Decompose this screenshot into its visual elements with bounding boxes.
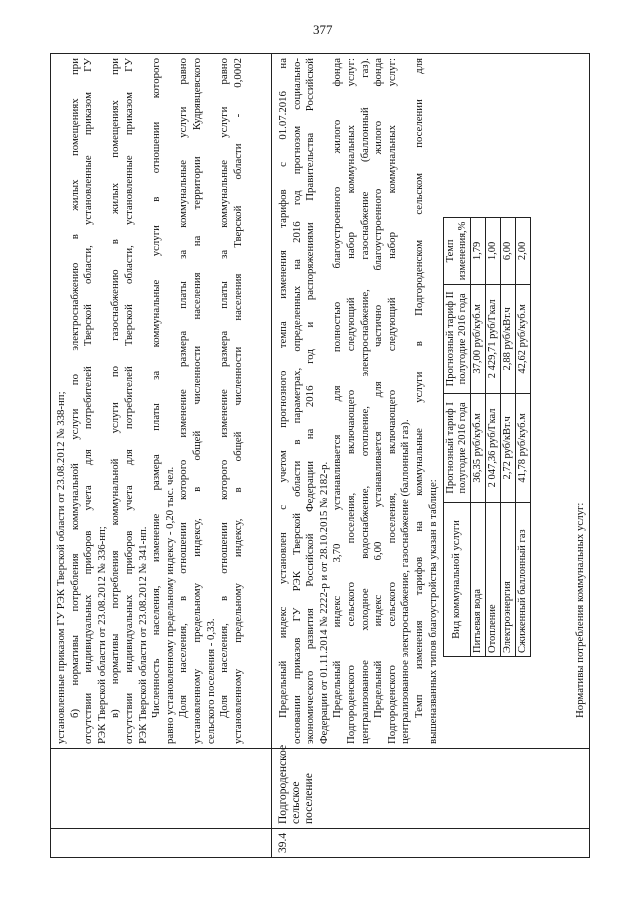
table-row	[516, 218, 531, 657]
description-text	[55, 58, 245, 744]
row-divider	[271, 54, 272, 857]
table-cell: 37,00 руб/куб.м	[471, 284, 486, 393]
row-number: 39.4	[277, 832, 289, 853]
text-line: Численность населения, изменение размера платы за коммунальные услуги в отношении которого	[150, 58, 163, 718]
page-number: 377	[313, 22, 333, 37]
table-cell: 1,79	[471, 218, 486, 285]
table-row	[501, 218, 516, 657]
table-cell: 2 429,71 руб/Гкал	[486, 284, 501, 393]
table-cell: 2,88 руб/кВт.ч	[501, 284, 516, 393]
text-line: Темп изменения тарифов на коммунальные услуги в Подгороденском сельском поселении для	[412, 58, 425, 718]
text-line: Федерации от 01.11.2014 № 2222-р и от 28.10.2015 № 2182-р.	[317, 461, 330, 744]
table-header-cell: Прогнозный тариф II полугодие 2016 года	[444, 284, 471, 393]
table-cell: Сжиженный баллонный газ	[516, 502, 531, 656]
table-cell: 1,00	[486, 218, 501, 285]
table-cell: 2 047,36 руб/Гкал	[486, 393, 501, 502]
text-line: в) нормативы потребления коммунальной услуги по газоснабжению в жилых помещениях при	[109, 58, 122, 718]
text-line: Доля населения, в отношении которого изменение размера платы за коммунальные услуги равно	[218, 58, 231, 718]
text-line: установленному предельному индексу, в общей численности населения Тверской области - 0,0002	[231, 58, 244, 744]
text-line: централизованное холодное водоснабжение, отопление, электроснабжение, газоснабжение (баллонный газ).	[358, 58, 371, 744]
table-row	[471, 218, 486, 657]
table-cell: 2,00	[516, 218, 531, 285]
text-line: отсутствии индивидуальных приборов учета для потребителей Тверской области, установленные приказом ГУ	[122, 58, 135, 744]
text-line: РЭК Тверской области от 23.08.2012 № 336-нп;	[95, 526, 108, 744]
tariff-table	[443, 217, 531, 657]
table-cell: 2,72 руб/кВт.ч	[501, 393, 516, 502]
table-cell: 6,00	[501, 218, 516, 285]
text-line: б) нормативы потребления коммунальной услуги по электроснабжению в жилых помещениях при	[68, 58, 81, 718]
text-line: централизованное электроснабжение, газоснабжение (баллонный газ).	[399, 419, 412, 744]
document-table	[50, 53, 590, 858]
column-divider-number	[51, 828, 589, 829]
table-cell: 36,35 руб/куб.м	[471, 393, 486, 502]
text-line: экономического развития Российской Федерации на 2016 год и распоряжениями Правительства Российской	[304, 58, 317, 744]
settlement-name: Подгороденское сельское поселение	[277, 744, 315, 824]
text-line: Предельный индекс 6,00 устанавливается для частично благоустроенного жилого фонда	[372, 58, 385, 718]
table-row	[486, 218, 501, 657]
column-divider-name	[51, 748, 589, 749]
text-line: Предельный индекс 3,70 устанавливается для полностью благоустроенного жилого фонда	[331, 58, 344, 718]
text-line: отсутствии индивидуальных приборов учета для потребителей Тверской области, установленные приказом ГУ	[82, 58, 95, 744]
text-line: установленному предельному индексу, в общей численности населения на территории Кудрявцевского	[190, 58, 203, 744]
table-header-cell: Темп изменения,%	[444, 218, 471, 285]
table-header-cell: Вид коммунальной услуги	[444, 502, 471, 656]
text-line: Доля населения, в отношении которого изменение размера платы за коммунальные услуги равно	[177, 58, 190, 718]
table-cell: 42,62 руб/куб.м	[516, 284, 531, 393]
text-line: сельского поселения - 0,33.	[204, 618, 217, 744]
table-header-row	[444, 218, 471, 657]
tariff-description-text	[277, 58, 440, 744]
text-line: РЭК Тверской области от 23.08.2012 № 341-нп.	[136, 526, 149, 744]
table-cell: Отопление	[486, 502, 501, 656]
text-line: установленные приказом ГУ РЭК Тверской области от 23.08.2012 № 338-нп;	[55, 391, 67, 744]
text-line: Предельный индекс установлен с учетом прогнозного темпа изменения тарифов с 01.07.2016 на	[277, 58, 289, 718]
norms-heading: Нормативы потребления коммунальных услуг:	[574, 502, 586, 718]
table-cell: Питьевая вода	[471, 502, 486, 656]
rotated-table-page	[50, 53, 590, 858]
text-line: Подгороденского сельского поселения, включающего следующий набор коммунальных услуг:	[344, 58, 357, 744]
text-line: Подгороденского сельского поселения, включающего следующий набор коммунальных услуг:	[385, 58, 398, 744]
table-cell: Электроэнергия	[501, 502, 516, 656]
table-header-cell: Прогнозный тариф I полугодие 2016 года	[444, 393, 471, 502]
table-cell: 41,78 руб/куб.м	[516, 393, 531, 502]
text-line: вышеназванных типов благоустройства указан в таблице:	[426, 479, 439, 744]
text-line: равно установленному предельному индексу - 0,20 тыс. чел.	[163, 466, 176, 744]
text-line: основании приказов ГУ РЭК Тверской области в параметрах, определенных на 2016 год прогнозом социально-	[290, 58, 303, 744]
